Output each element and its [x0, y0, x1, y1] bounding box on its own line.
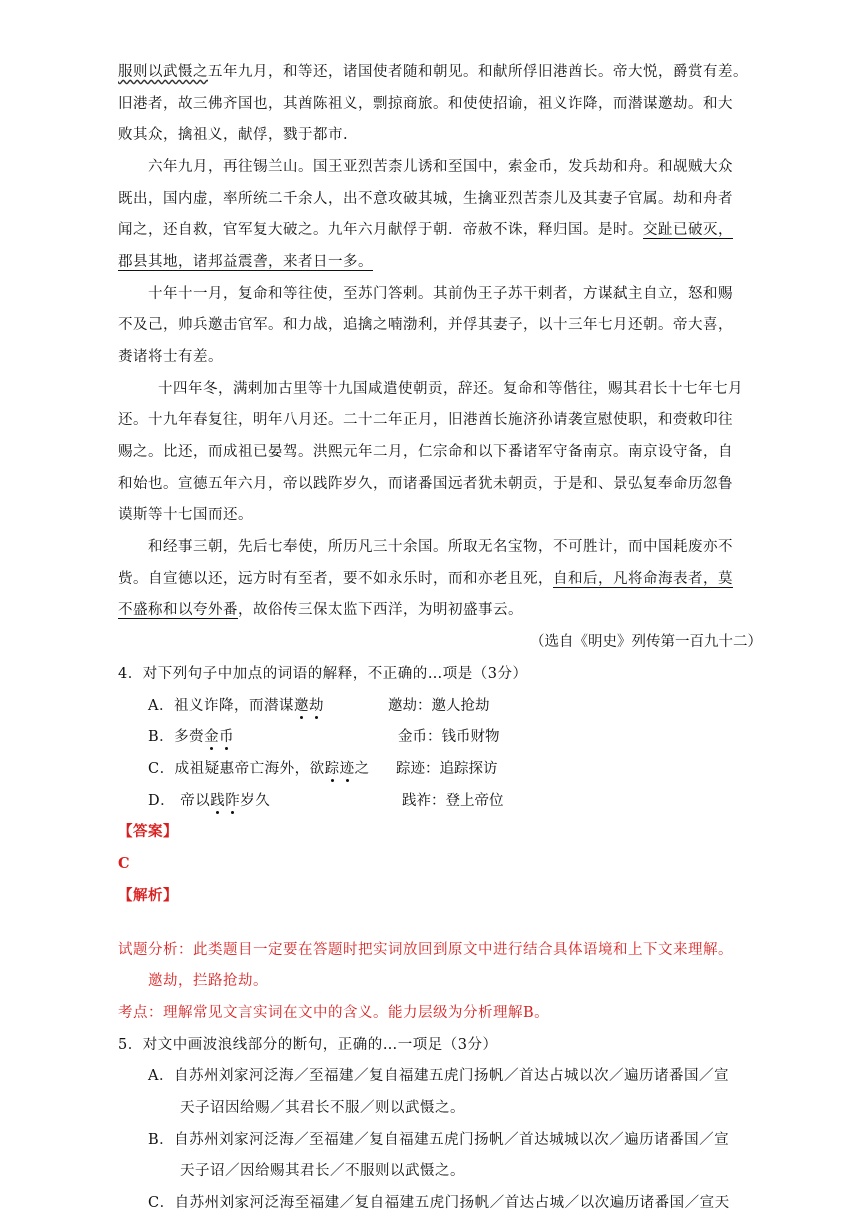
q4-option-b: B．多赍金币: [148, 729, 235, 745]
passage-line: 谟斯等十七国而还。: [118, 507, 253, 523]
q5-option-b-cont: 天子诏／因给赐其君长／不服则以武慑之。: [180, 1163, 465, 1179]
passage-line: 旧港者，故三佛齐国也，其酋陈祖义，剽掠商旅。和使使招谕，祖义诈降，而潜谋邀劫。和大: [118, 96, 733, 112]
passage-line: [118, 252, 373, 272]
dotted-term: [294, 698, 324, 714]
underlined-text: 不盛称和以夸外番: [118, 602, 238, 618]
emphasis-dot-char: 金: [204, 729, 220, 745]
analysis-text: 邀劫，拦路抢劫。: [148, 973, 268, 989]
emphasis-dot-char: 迹: [339, 761, 355, 777]
passage-line: 闻之，还自救，官军复大破之。九年六月献俘于朝．帝赦不诛，释归国。是时。交趾已破灭，: [118, 222, 733, 238]
emphasis-dot-char: 币: [219, 729, 235, 745]
q5-option-b: B．自苏州刘家河泛海／至福建／复自福建五虎门扬帆／首达城城以次／遍历诸番国／宣: [148, 1132, 730, 1148]
passage-line: 败其众，擒祖义，献俘，戮于都市.: [118, 127, 349, 143]
passage-line: 十四年冬，满剌加古里等十九国咸遣使朝贡，辞还。复命和等偕往，赐其君长十七年七月: [158, 381, 743, 397]
answer-value: C: [118, 855, 131, 872]
analysis-text: 试题分析：此类题目一定要在答题时把实词放回到原文中进行结合具体语境和上下文来理解。: [118, 942, 733, 958]
underlined-text: 郡县其地，诸邦益震詟，来者日一多。: [118, 254, 373, 270]
passage-line: 赉诸将士有差。: [118, 349, 223, 365]
dotted-term: [210, 793, 240, 809]
q5-option-c: C．自苏州刘家河泛海至福建／复自福建五虎门扬帆／首达占城／以次遍历诸番国／宣天: [148, 1195, 730, 1211]
q4-option-d-explanation: 践祚：登上帝位: [402, 793, 504, 809]
passage-source: （选自《明史》列传第一百九十二）: [530, 634, 762, 650]
analysis-label: 【解析】: [118, 887, 178, 904]
q4-option-a-explanation: 邀劫：邀人抢劫: [388, 698, 490, 714]
passage-line: 六年九月，再往锡兰山。国王亚烈苦柰儿诱和至国中，索金币，发兵劫和舟。和觇贼大众: [148, 159, 733, 175]
passage-line: 十年十一月，复命和等往使，至苏门答剌。其前伪王子苏干剌者，方谋弑主自立，怒和赐: [148, 286, 733, 302]
passage-line: 赀。自宣德以还，远方时有至者，要不如永乐时，而和亦老且死，自和后，凡将命海表者，莫: [118, 571, 733, 587]
passage-line: 还。十九年春复往，明年八月还。二十二年正月，旧港酋长施济孙请袭宣慰使职，和赍敕印往: [118, 412, 733, 428]
dotted-term: [204, 729, 234, 745]
q4-option-a: A．祖义诈降，而潜谋邀劫: [148, 698, 324, 714]
underlined-text: 交趾已破灭，: [643, 222, 733, 238]
passage-line: 和经事三朝，先后七奉使，所历凡三十余国。所取无名宝物，不可胜计，而中国耗废亦不: [148, 539, 733, 555]
emphasis-dot-char: 阼: [225, 793, 241, 809]
passage-line: 既出，国内虚，率所统二千余人，出不意攻破其城，生擒亚烈苦柰儿及其妻子官属。劫和舟者: [118, 191, 733, 207]
emphasis-dot-char: 劫: [308, 698, 324, 714]
answer-label: 【答案】: [118, 823, 178, 840]
question-5-stem: 5．对文中画波浪线部分的断句，正确的…一项足（3分）: [118, 1037, 498, 1053]
dotted-term: [325, 761, 355, 777]
passage-line: 不盛称和以夸外番，故俗传三保太监下西洋，为明初盛事云。: [118, 602, 523, 618]
q4-option-b-explanation: 金币：钱币财物: [398, 729, 500, 745]
q4-option-d: D． 帝以践阼岁久: [148, 793, 271, 809]
emphasis-dot-char: 踪: [324, 761, 340, 777]
passage-line: 不及己，帅兵邀击官军。和力战，追擒之喃渤利，并俘其妻子，以十三年七月还朝。帝大喜，: [118, 317, 733, 333]
wavy-underlined-text: 服则以武慑之: [118, 64, 208, 80]
q5-option-a-cont: 天子诏因给赐／其君长不服／则以武慑之。: [180, 1100, 465, 1116]
underlined-text: 自和后，凡将命海表者，莫: [553, 571, 733, 587]
q4-option-c-explanation: 踪迹：追踪探访: [396, 761, 498, 777]
question-4-stem: 4．对下列句子中加点的词语的解释，不正确的…项是（3分）: [118, 666, 528, 682]
passage-line: 和始也。宣德五年六月，帝以践阼岁久，而诸番国远者犹未朝贡，于是和、景弘复奉命历忽鲁: [118, 476, 733, 492]
q4-option-c: C．成祖疑惠帝亡海外，欲踪迹之: [148, 761, 370, 777]
kaodian-text: 考点：理解常见文言实词在文中的含义。能力层级为分析理解B。: [118, 1005, 550, 1021]
emphasis-dot-char: 邀: [293, 698, 309, 714]
passage-line: 赐之。比还，而成祖已晏驾。洪熙元年二月，仁宗命和以下番诸军守备南京。南京设守备，自: [118, 444, 733, 460]
q5-option-a: A．自苏州刘家河泛海／至福建／复自福建五虎门扬帆／首达占城以次／遍历诸番国／宣: [148, 1068, 729, 1084]
emphasis-dot-char: 践: [210, 793, 226, 809]
passage-line: 服则以武慑之五年九月，和等还，诸国使者随和朝见。和献所俘旧港酋长。帝大悦，爵赏有差。: [118, 64, 748, 80]
